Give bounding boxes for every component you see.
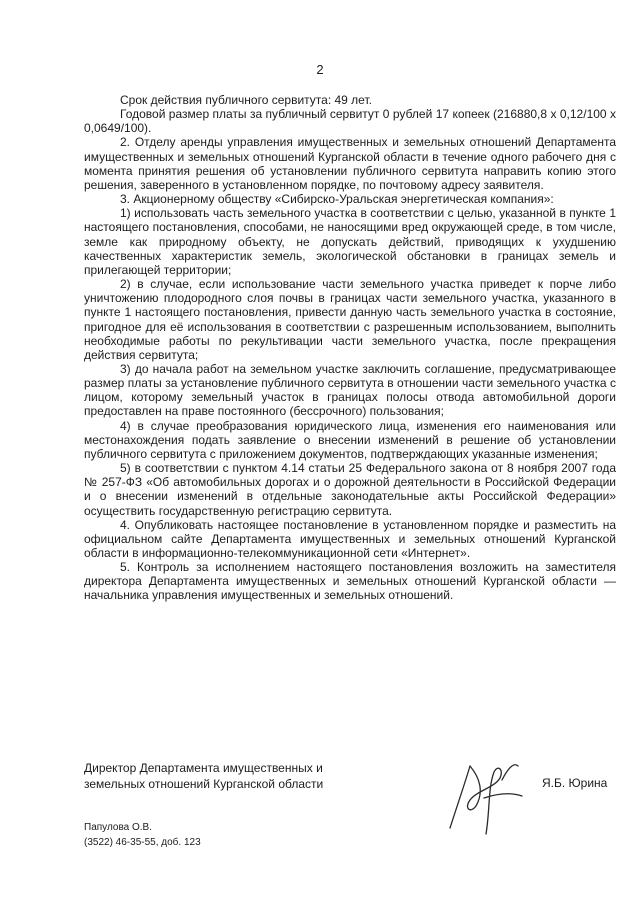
executor-name: Папулова О.В.: [84, 822, 152, 833]
paragraph-subitem-3: 3) до начала работ на земельном участке заключить соглашение, предусматривающее размер платы за установление публичного сервитута в отношении части земельного участка с лицом, которому земельный участок в границах полосы отвода автомобильной дороги предоставлен на праве постоянного (бессрочного) пользования;: [84, 361, 616, 419]
paragraph-subitem-5: 5) в соответствии с пунктом 4.14 статьи 25 Федерального закона от 8 ноября 2007 года № 257-ФЗ «Об автомобильных дорогах и о дорожной деятельности в Российской Федерации и о внесении изменений в отдельные законодательные акты Российской Федерации» осуществить государственную регистрацию сервитута.: [84, 461, 616, 518]
paragraph-subitem-4: 4) в случае преобразования юридического лица, изменения его наименования или местонахождения подать заявление о внесении изменений в решение об установлении публичного сервитута с приложением документов, подтверждающих указанные изменения;: [84, 418, 616, 461]
paragraph-term: Срок действия публичного сервитута: 49 лет.: [120, 93, 372, 107]
signer-position: [84, 760, 354, 792]
paragraph-item-5: 5. Контроль за исполнением настоящего постановления возложить на заместителя директора Департамента имущественных и земельных отношений Курганской области — начальника управления имущественных и земельных отношений.: [84, 560, 616, 603]
paragraph-item-4: 4. Опубликовать настоящее постановление в установленном порядке и разместить на официальном сайте Департамента имущественных и земельных отношений Курганской области в информационно-телекоммуникационной сети «Интернет».: [84, 517, 616, 560]
signer-position-line-1: Директор Департамента имущественных и: [84, 761, 323, 775]
paragraph-annual-fee: Годовой размер платы за публичный сервитут 0 рублей 17 копеек (216880,8 х 0,12/100 х 0,0649/100).: [84, 107, 616, 136]
handwritten-signature: [440, 748, 535, 840]
paragraph-item-3: 3. Акционерному обществу «Сибирско-Уральская энергетическая компания»:: [120, 192, 554, 207]
paragraph-item-2: 2. Отделу аренды управления имущественных и земельных отношений Департамента имущественных и земельных отношений Курганской области в течение одного рабочего дня с момента принятия решения об установлении публичного сервитута направить копию этого решения, заверенного в установленном порядке, по почтовому адресу заявителя.: [84, 135, 616, 192]
document-body: [84, 93, 616, 603]
signer-position-line-2: земельных отношений Курганской области: [84, 777, 324, 791]
paragraph-subitem-1: 1) использовать часть земельного участка в соответствии с целью, указанной в пункте 1 настоящего постановления, способами, не наносящими вред окружающей среде, в том числе, земле как природному объекту, не допускать действий, приводящих к ухудшению качественных характеристик земель, экологической обстановки в границах земель и прилегающей территории;: [84, 206, 616, 277]
paragraph-subitem-2: 2) в случае, если использование части земельного участка приведет к порче либо уничтожению плодородного слоя почвы в границах части земельного участка, указанного в пункте 1 настоящего постановления, привести данную часть земельного участка в состояние, пригодное для её использования в соответствии с разрешенным использованием, выполнить необходимые работы по рекультивации части земельного участка, после прекращения действия сервитута;: [84, 277, 616, 362]
executor-phone: (3522) 46-35-55, доб. 123: [84, 837, 201, 848]
signer-name: Я.Б. Юрина: [542, 776, 608, 790]
page-number: 2: [316, 62, 324, 77]
executor-info: [84, 820, 201, 850]
